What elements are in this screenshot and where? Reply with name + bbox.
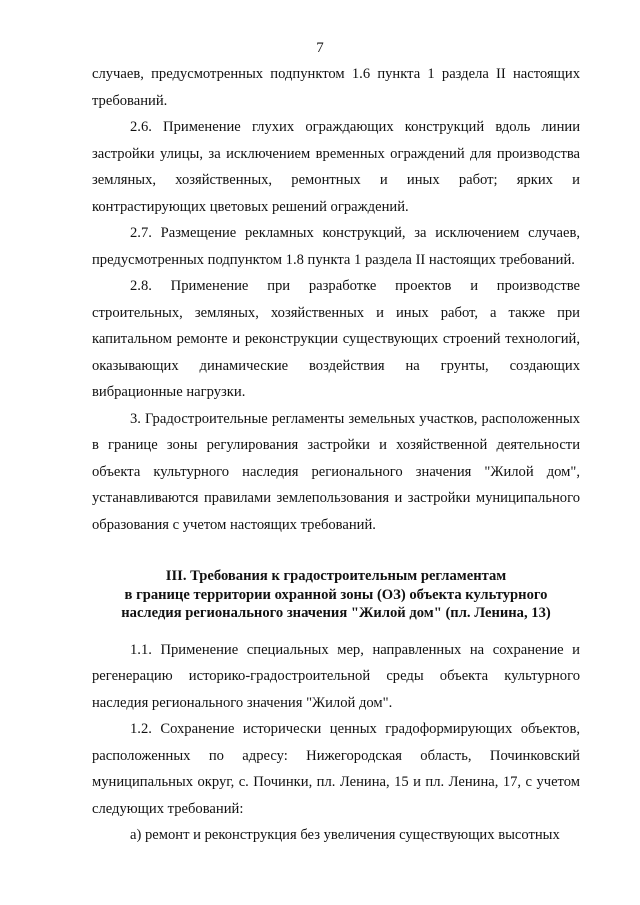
section-heading-line: в границе территории охранной зоны (ОЗ) объекта культурного: [124, 586, 548, 603]
document-body: [92, 61, 580, 849]
paragraph-3: 3. Градостроительные регламенты земельных участков, расположенных в границе зоны регулирования застройки и хозяйственной деятельности объекта культурного наследия регионального значения "Жилой дом", устанавливаются правилами землепользования и застройки муниципального образования с учетом настоящих требований.: [92, 410, 580, 533]
section-heading-iii: [92, 567, 580, 623]
section-heading-line: наследия регионального значения "Жилой дом" (пл. Ленина, 13): [121, 605, 551, 621]
paragraph-1-2: 1.2. Сохранение исторически ценных градоформирующих объектов, расположенных по адресу: Нижегородская область, Починковский муниципальных округ, с. Починки, пл. Ленина, 15 и пл. Ленина, 17, с учетом следующих требований:: [92, 721, 580, 817]
paragraph-1-1: 1.1. Применение специальных мер, направленных на сохранение и регенерацию историко-градостроительной среды объекта культурного наследия регионального значения "Жилой дом".: [92, 641, 580, 711]
paragraph-2-6: 2.6. Применение глухих ограждающих конструкций вдоль линии застройки улицы, за исключением временных ограждений для производства земляных, хозяйственных, ремонтных и иных работ; ярких и контрастирующих цветовых решений ограждений.: [92, 119, 580, 215]
paragraph-2-8: 2.8. Применение при разработке проектов и производстве строительных, земляных, хозяйственных и иных работ, а также при капитальном ремонте и реконструкции существующих строений технологий, оказывающих динамические воздействия на грунты, создающих вибрационные нагрузки.: [92, 278, 580, 400]
paragraph-2-7: 2.7. Размещение рекламных конструкций, за исключением случаев, предусмотренных подпунктом 1.8 пункта 1 раздела II настоящих требований.: [92, 225, 580, 268]
paragraph-continuation: случаев, предусмотренных подпунктом 1.6 пункта 1 раздела II настоящих требований.: [92, 66, 580, 109]
page-number: 7: [316, 40, 324, 56]
paragraph-a: а) ремонт и реконструкция без увеличения существующих высотных: [130, 827, 560, 843]
section-heading-line: III. Требования к градостроительным регламентам: [165, 568, 507, 584]
